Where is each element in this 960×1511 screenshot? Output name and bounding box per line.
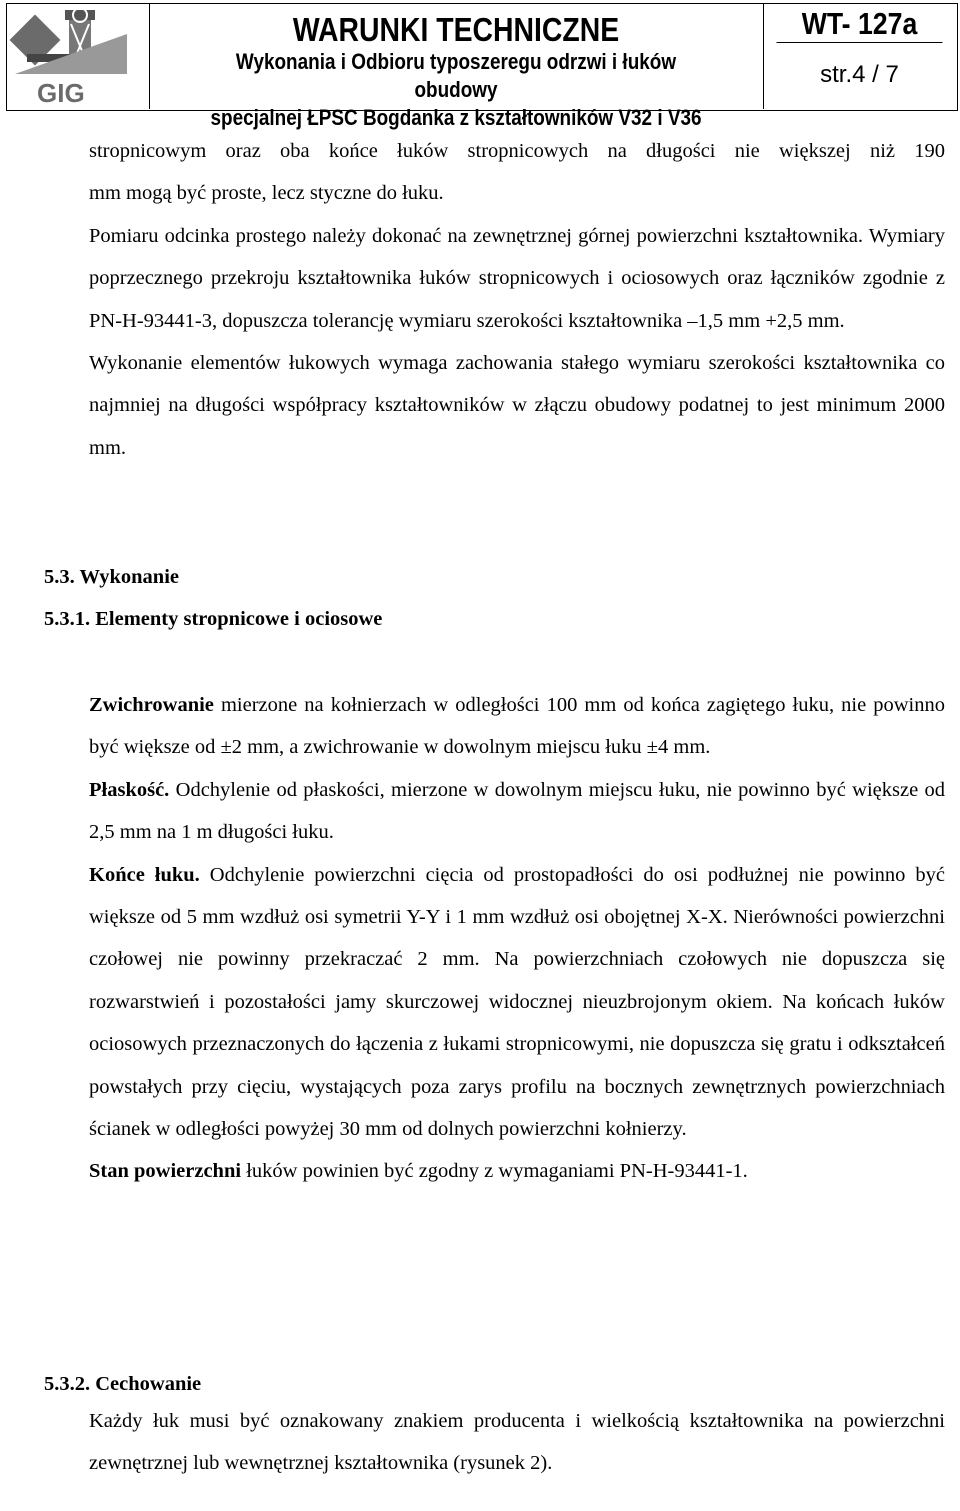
- page-header: [6, 3, 958, 130]
- twist-term: Zwichrowanie: [89, 694, 214, 716]
- surface-text: łuków powinien być zgodny z wymaganiami PN-H-93441-1.: [241, 1160, 748, 1183]
- doc-subtitle-line1: Wykonania i Odbioru typoszeregu odrzwi i łuków obudowy: [235, 49, 677, 102]
- section-5-3-2-body: [89, 1400, 945, 1485]
- intro-paragraph-3: Wykonanie elementów łukowych wymaga zachowania stałego wymiaru szerokości kształtownika co najmniej na długości współpracy kształtowników w złączu obudowy podatnej to jest minimum 2000 mm.: [89, 352, 945, 459]
- flatness-paragraph: [89, 769, 945, 854]
- gig-logo: [7, 4, 150, 109]
- arc-ends-text: Odchylenie powierzchni cięcia od prostopadłości do osi podłużnej nie powinno być większe od 5 mm wzdłuż osi symetrii Y-Y i 1 mm wzdłuż osi obojętnej X-X. Nierówności powierzchni czołowej nie powinny przekraczać 2 mm. Na powierzchniach czołowych nie dopuszcza się rozwarstwień i pozostałości jamy skurczowej widocznej nieuzbrojonym okiem. Na końcach łuków ociosowych przeznaczonych do łączenia z łukami stropnicowymi, nie dopuszcza się gratu i odkształceń powstałych przy cięciu, wystających poza zarys profilu na bocznych zewnętrznych powierzchniach ścianek w odległości powyżej 30 mm od dolnych powierzchni kołnierzy.: [89, 863, 945, 1141]
- doc-title: WARUNKI TECHNICZNE: [292, 11, 620, 48]
- header-title-block: [149, 4, 764, 130]
- mining-emblem-icon: [7, 4, 147, 109]
- arc-ends-paragraph: [89, 854, 945, 1151]
- intro-line-1: stropnicowym oraz oba końce łuków stropnicowych na długości nie większej niż 190: [89, 140, 945, 162]
- twist-paragraph: [89, 684, 945, 769]
- flatness-term: Płaskość.: [89, 778, 170, 801]
- section-5-3-1-body: [89, 684, 945, 1193]
- intro-line-2: mm mogą być proste, lecz styczne do łuku.: [89, 182, 444, 205]
- section-heading-5-3-1: 5.3.1. Elementy stropnicowe i ociosowe: [44, 608, 383, 630]
- page-number: str.4 / 7: [820, 61, 899, 88]
- doc-code: WT- 127a: [777, 4, 943, 43]
- section-heading-5-3-2: 5.3.2. Cechowanie: [44, 1373, 202, 1395]
- surface-paragraph: [89, 1150, 945, 1192]
- svg-text:GIG: GIG: [37, 78, 85, 108]
- header-meta: [763, 4, 956, 109]
- doc-subtitle-line2: specjalnej ŁPSC Bogdanka z kształtowników V32 i V36: [210, 105, 702, 130]
- marking-paragraph: Każdy łuk musi być oznakowany znakiem producenta i wielkością kształtownika na powierzchni zewnętrznej lub wewnętrznej kształtownika (rysunek 2).: [89, 1410, 945, 1475]
- intro-text: [89, 130, 945, 469]
- twist-text: mierzone na kołnierzach w odległości 100 mm od końca zagiętego łuku, nie powinno być większe od ±2 mm, a zwichrowanie w dowolnym miejscu łuku ±4 mm.: [89, 694, 945, 759]
- flatness-text: Odchylenie od płaskości, mierzone w dowolnym miejscu łuku, nie powinno być większe od 2,5 mm na 1 m długości łuku.: [89, 778, 945, 844]
- surface-term: Stan powierzchni: [89, 1160, 242, 1183]
- intro-paragraph-2: Pomiaru odcinka prostego należy dokonać na zewnętrznej górnej powierzchni kształtownika. Wymiary poprzecznego przekroju kształtownika łuków stropnicowych i ociosowych oraz łączników zgodnie z PN-H-93441-3, dopuszcza tolerancję wymiaru szerokości kształtownika –1,5 mm +2,5 mm.: [89, 224, 945, 332]
- section-heading-5-3: 5.3. Wykonanie: [44, 566, 179, 588]
- arc-ends-term: Końce łuku.: [89, 863, 200, 886]
